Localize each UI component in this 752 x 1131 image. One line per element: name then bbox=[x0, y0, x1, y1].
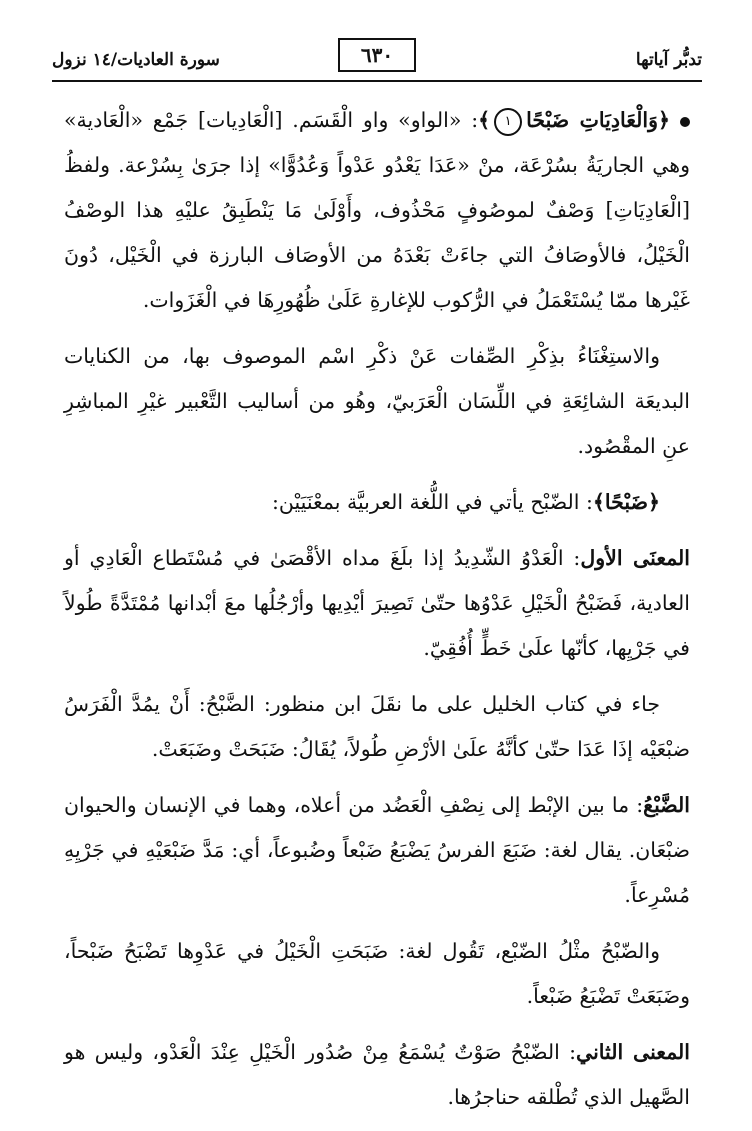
paragraph-6 bbox=[64, 783, 690, 918]
paragraph-text: والاستِغْنَاءُ بذِكْرِ الصِّفات عَنْ ذكْرِ اسْم الموصوف بها، من الكنايات البديعَة الشائِعَةِ في اللِّسَان الْعَرَبيّ، وهُو من أساليب التَّعْبير غيْرِ المباشِرِ عنِ المقْصُود. bbox=[64, 344, 690, 458]
paragraph-2 bbox=[64, 334, 690, 469]
paragraph-5 bbox=[64, 682, 690, 772]
ayah-number-badge: ١ bbox=[494, 108, 522, 136]
paragraph-text: : الضّبْحُ صَوْتٌ يُسْمَعُ مِنْ صُدُور الْخَيْلِ عِنْدَ الْعَدْو، وليس هو الصَّهيل الذي تُطْلقه حناجرُها. bbox=[64, 1040, 690, 1109]
paragraph-7 bbox=[64, 929, 690, 1019]
page-number: ٦٣٠ bbox=[360, 43, 394, 67]
paragraph-text: : الْعَدْوُ الشّدِيدُ إذا بلَغَ مداه الأقْصَىٰ في مُسْتَطاع الْعَادِي أو العادية، فَضَبْحُ الْخَيْلِ عَدْوُها حتّىٰ تَصِيرَ أيْدِيها وأرْجُلُها معَ أبْدانها مُمْتَدَّةً طُولاً في جَرْيِها، كأنّها علَىٰ خَطٍّ أُفُقِيّ. bbox=[64, 546, 690, 660]
paragraph-lead: الضَّبْعُ bbox=[643, 793, 690, 817]
quran-verse: ﴿وَالْعَادِيَاتِ ضَبْحًا bbox=[526, 108, 670, 132]
paragraph-3 bbox=[64, 480, 690, 525]
paragraph-1 bbox=[64, 98, 690, 323]
paragraph-lead: المعنَى الأول bbox=[580, 546, 691, 570]
paragraph-text: : الضّبْح يأتي في اللُّغة العربيَّة بمعْنَيَيْن: bbox=[271, 490, 593, 514]
paragraph-8 bbox=[64, 1030, 690, 1120]
surah-info: سورة العاديات/١٤ نزول bbox=[52, 50, 220, 70]
bullet-icon bbox=[680, 117, 690, 127]
page-number-box bbox=[338, 38, 416, 72]
paragraph-text: : «الواو» واو الْقَسَم. [الْعَادِيات] جَمْع «الْعَادية» وهي الجاريَةُ بسُرْعَة، منْ «عَدَا يَعْدُو عَدْواً وَعُدُوًّا» إذا جرَىٰ بِسُرْعة. ولفظُ [الْعَادِيَاتِ] وَصْفٌ لموصُوفٍ مَحْذُوف، وأَوْلَىٰ مَا يَنْطَبِقُ عليْهِ هذا الوصْفُ الْخَيْلُ، فالأوصَافُ التي جاءَتْ بَعْدَهُ من الأوصَاف البارزة في الْخَيْل، دُونَ غَيْرها ممّا يُسْتَعْمَلُ في الرُّكوب للإغارةِ عَلَىٰ ظُهُورِهَا في الْغَزَوات. bbox=[64, 108, 690, 312]
paragraph-lead: ﴿ضَبْحًا﴾ bbox=[592, 490, 660, 514]
paragraph-text: : ما بين الإبْط إلى نِصْفِ الْعَضُد من أعلاه، وهما في الإنسان والحيوان ضبْعَان. يقال لغة: ضَبَعَ الفرسُ يَضْبَعُ ضَبْعاً وضُبوعاً، أي: مَدَّ ضَبْعَيْهِ في جَرْيِهِ مُسْرِعاً. bbox=[64, 793, 690, 907]
page-header bbox=[52, 34, 702, 82]
book-title: تدبُّر آياتها bbox=[635, 50, 702, 70]
paragraph-lead: المعنى الثاني bbox=[576, 1040, 690, 1064]
paragraph-4 bbox=[64, 536, 690, 671]
page-content bbox=[64, 98, 690, 1131]
quran-verse-close: ﴾ bbox=[478, 108, 491, 132]
paragraph-text: والضّبْحُ مثْلُ الضّبْع، تَقُول لغة: ضَبَحَتِ الْخَيْلُ في عَدْوِها تَضْبَحُ ضَبْحاً، وضَبَعَتْ تَضْبَعُ ضَبْعاً. bbox=[64, 939, 690, 1008]
paragraph-text: جاء في كتاب الخليل على ما نقَلَ ابن منظور: الضَّبْحُ: أَنْ يمُدَّ الْفَرَسُ ضبْعَيْه إذَا عَدَا حتّىٰ كأنَّهُ علَىٰ الأرْضِ طُولاً، يُقَالُ: ضَبَحَتْ وضَبَعَتْ. bbox=[64, 692, 690, 761]
